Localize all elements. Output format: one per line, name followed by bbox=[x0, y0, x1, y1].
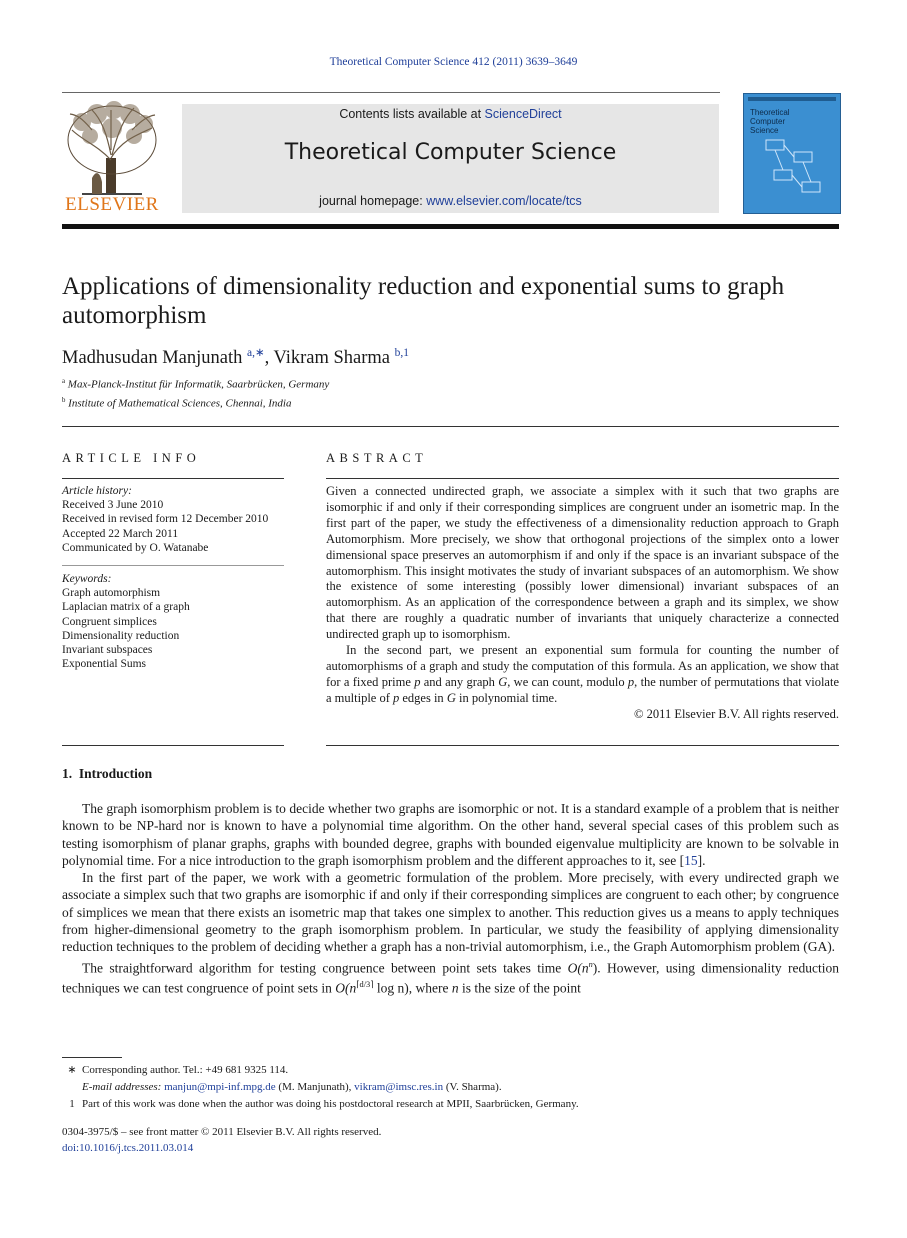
abstract-rule bbox=[326, 745, 839, 746]
author-marks[interactable]: a,∗ bbox=[246, 347, 265, 359]
math-exponent: ⌈d/3⌉ bbox=[356, 980, 374, 990]
math-G: G bbox=[498, 674, 508, 689]
keyword: Exponential Sums bbox=[62, 658, 147, 671]
affiliation-mark: b bbox=[62, 397, 66, 404]
section-title: Introduction bbox=[78, 766, 153, 781]
elsevier-wordmark: ELSEVIER bbox=[65, 194, 159, 215]
info-rule bbox=[62, 745, 284, 746]
author-marks[interactable]: b,1 bbox=[394, 347, 409, 359]
header-thick-rule bbox=[62, 224, 839, 229]
email-link[interactable]: manjun@mpi-inf.mpg.de bbox=[164, 1081, 276, 1093]
author-name: Madhusudan Manjunath bbox=[62, 348, 243, 369]
math-n: n bbox=[451, 980, 459, 996]
journal-masthead bbox=[182, 104, 719, 213]
history-item: Received 3 June 2010 bbox=[62, 499, 164, 512]
intro-text: log n), where bbox=[373, 980, 452, 996]
keyword: Laplacian matrix of a graph bbox=[62, 601, 190, 614]
homepage-prefix: journal homepage: bbox=[319, 194, 427, 208]
math-p: p bbox=[627, 674, 635, 689]
journal-reference[interactable]: Theoretical Computer Science 412 (2011) 3639–3649 bbox=[329, 56, 578, 68]
article-info-heading: ARTICLE INFO bbox=[62, 451, 201, 465]
intro-text: The graph isomorphism problem is to decide whether two graphs are isomorphic or not. It is a standard example of a problem that is neither known to be NP-hard nor is known to have a polynomial time algorithm. On the other hand, several special cases of this problem such as testing isomorphism of planar graphs, graphs with bounded degree, graphs with bounded eigenvalue multiplicity are known to be solvable in polynomial time. For a nice introduction to the graph isomorphism problem and the different approaches to it, see [ bbox=[62, 801, 839, 868]
intro-paragraph bbox=[62, 800, 839, 869]
email-link[interactable]: vikram@imsc.res.in bbox=[354, 1081, 444, 1093]
article-history bbox=[62, 484, 284, 555]
section-heading bbox=[62, 766, 152, 782]
email-label: E-mail addresses: bbox=[82, 1081, 165, 1093]
abstract-text: edges in bbox=[399, 690, 447, 705]
math-G: G bbox=[446, 690, 456, 705]
introduction-body bbox=[62, 800, 839, 997]
header-rule bbox=[62, 92, 720, 93]
footnote-mark: ∗ bbox=[67, 1064, 77, 1076]
affiliation-mark: a bbox=[62, 378, 66, 385]
info-rule bbox=[62, 478, 284, 479]
footnote bbox=[62, 1079, 502, 1096]
abstract-text: In the second part, we present an exponential sum formula for counting the number of automorphisms of a graph and study the computation of this formula. As an application, we show that for a fixed prime bbox=[326, 643, 839, 689]
copyright: © 2011 Elsevier B.V. All rights reserved. bbox=[634, 706, 839, 721]
keyword: Congruent simplices bbox=[62, 615, 157, 628]
keywords-label: Keywords: bbox=[62, 573, 112, 585]
footnote-mark: 1 bbox=[69, 1098, 75, 1110]
keyword: Dimensionality reduction bbox=[62, 629, 180, 642]
history-label: Article history: bbox=[62, 485, 132, 497]
math-p: p bbox=[393, 690, 400, 705]
intro-paragraph: In the first part of the paper, we work with a geometric formulation of the problem. More precisely, with every undirected graph we associate a simplex such that two graphs are isomorphic if and only if their corresponding simplices are congruent to each other; by congruence of simplices we mean that there exists an isometric map that takes one simplex to another. This reduction gives us a means to apply techniques from higher-dimensional geometry to the graph isomorphism problem. In particular, we study the feasibility of applying dimensionality reduction techniques to the problem of deciding whether a graph has a non-trivial automorphism, i.e., the Graph Automorphism problem (GA). bbox=[62, 870, 839, 955]
author-separator: , bbox=[264, 348, 274, 369]
abstract-paragraph: Given a connected undirected graph, we associate a simplex with it such that two graphs are isomorphic if and only if their corresponding simplices are congruent under an isometric map. In the first part of the paper, we study the effectiveness of a dimensionality reduction approach to Graph Automorphism. More precisely, we show that orthogonal projections of the simplex onto a lower dimensional space preserves an automorphism if and only if the space is an invariant subspace of the automorphism. This insight motivates the study of invariant subspaces of an automorphism. We show the existence of some interesting (possibly lower dimensional) invariant subspaces of an automorphism. As an application of the correspondence between a graph and its simplex, we show that there are roughly a quadratic number of invariants that uniquely characterize a connected undirected graph up to isomorphism. bbox=[326, 484, 839, 642]
elsevier-logo bbox=[62, 100, 162, 216]
abstract-paragraph bbox=[326, 643, 839, 707]
cover-title: Theoretical Computer Science bbox=[750, 108, 790, 135]
info-rule bbox=[62, 565, 284, 566]
keywords bbox=[62, 572, 284, 671]
author-name: Vikram Sharma bbox=[273, 348, 391, 369]
section-number: 1. bbox=[62, 766, 73, 781]
journal-cover-thumbnail[interactable] bbox=[743, 93, 841, 214]
abstract-text: and any graph bbox=[420, 674, 499, 689]
cover-band bbox=[748, 97, 836, 101]
author-list bbox=[62, 345, 409, 369]
email-owner: (M. Manjunath), bbox=[275, 1081, 355, 1093]
intro-text: ]. bbox=[697, 852, 706, 868]
affiliation bbox=[62, 378, 329, 391]
affiliation-text: Institute of Mathematical Sciences, Chennai, India bbox=[68, 397, 292, 410]
footnote-text: Corresponding author. Tel.: +49 681 9325 114. bbox=[82, 1064, 289, 1076]
front-matter bbox=[62, 1125, 381, 1156]
math-complexity: O(n bbox=[335, 980, 357, 996]
footnote bbox=[62, 1062, 288, 1079]
front-matter-text: 0304-3975/$ – see front matter © 2011 Elsevier B.V. All rights reserved. bbox=[62, 1126, 382, 1138]
footnote-text: Part of this work was done when the author was doing his postdoctoral research at MPII, Saarbrücken, Germany. bbox=[82, 1098, 579, 1110]
citation-link[interactable]: 15 bbox=[684, 852, 698, 868]
math-complexity: O(n bbox=[567, 960, 589, 976]
abstract-text: , the number of permutations that violate a multiple of bbox=[326, 674, 839, 705]
intro-text: The straightforward algorithm for testing congruence between point sets takes time bbox=[82, 960, 568, 976]
contents-line bbox=[182, 107, 719, 121]
homepage-link[interactable]: www.elsevier.com/locate/tcs bbox=[426, 194, 582, 208]
keyword: Graph automorphism bbox=[62, 587, 161, 600]
history-item: Received in revised form 12 December 2010 bbox=[62, 513, 269, 526]
abstract-text: in polynomial time. bbox=[455, 690, 558, 705]
abstract-text: , we can count, modulo bbox=[507, 674, 628, 689]
email-owner: (V. Sharma). bbox=[443, 1081, 502, 1093]
cover-graph-icon bbox=[744, 130, 840, 210]
keyword: Invariant subspaces bbox=[62, 644, 153, 657]
abstract-body bbox=[326, 484, 839, 723]
affiliation-text: Max-Planck-Institut für Informatik, Saarbrücken, Germany bbox=[67, 378, 330, 391]
intro-text: ). However, using dimensionality reduction techniques we can test congruence of point sets in bbox=[62, 960, 839, 996]
footnote bbox=[62, 1096, 579, 1113]
intro-text: is the size of the point bbox=[458, 980, 581, 996]
homepage-line bbox=[182, 194, 719, 208]
section-rule bbox=[62, 426, 839, 427]
history-item: Accepted 22 March 2011 bbox=[62, 527, 179, 540]
intro-paragraph bbox=[62, 956, 839, 998]
affiliation bbox=[62, 397, 291, 410]
contents-prefix: Contents lists available at bbox=[339, 107, 485, 121]
history-item: Communicated by O. Watanabe bbox=[62, 541, 209, 554]
sciencedirect-link[interactable]: ScienceDirect bbox=[484, 107, 562, 121]
math-exponent: n bbox=[588, 959, 593, 969]
footnote-rule bbox=[62, 1057, 122, 1058]
abstract-heading: ABSTRACT bbox=[326, 451, 428, 465]
journal-title: Theoretical Computer Science bbox=[284, 140, 617, 165]
abstract-rule bbox=[326, 478, 839, 479]
article-title: Applications of dimensionality reduction and exponential sums to graph automorphism bbox=[62, 273, 785, 329]
doi-link[interactable]: doi:10.1016/j.tcs.2011.03.014 bbox=[62, 1141, 194, 1154]
math-p: p bbox=[414, 674, 421, 689]
